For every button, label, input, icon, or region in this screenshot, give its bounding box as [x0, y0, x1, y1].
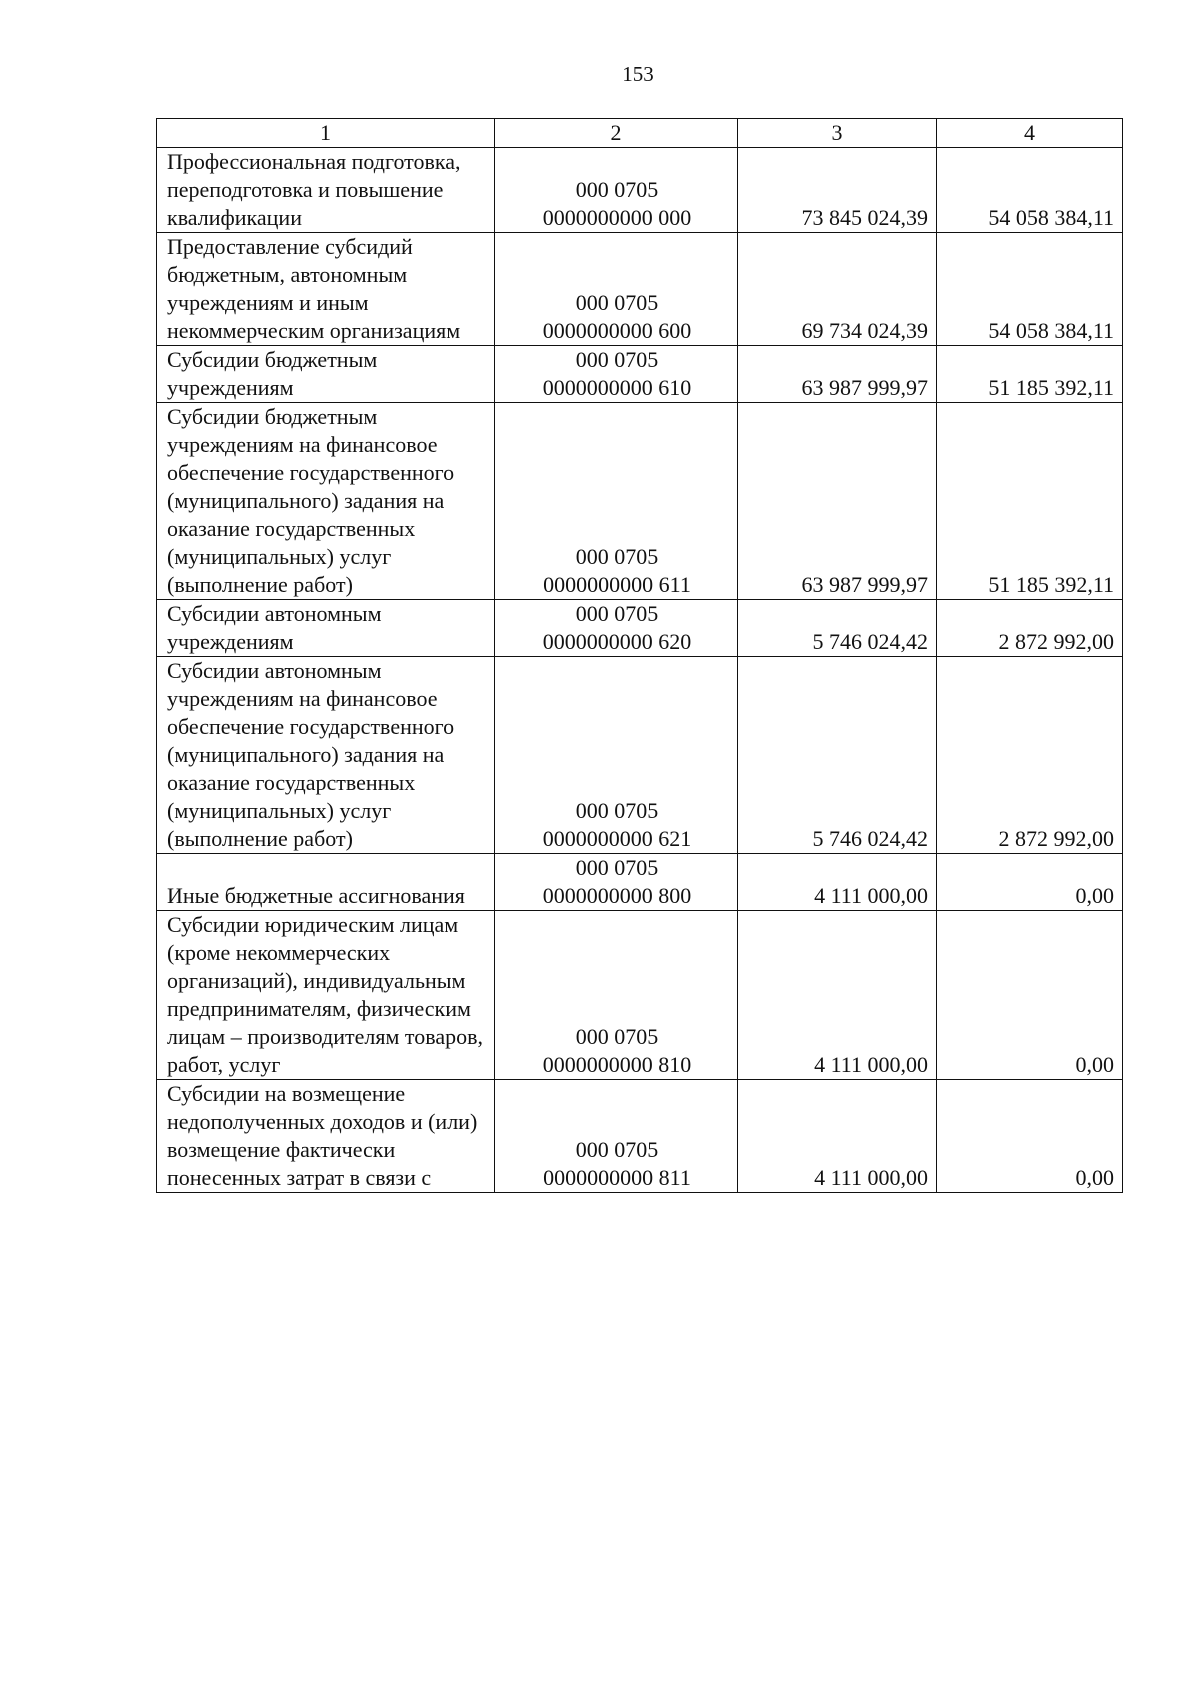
- row-code: [495, 657, 738, 854]
- code-line-1: 000 0705: [575, 601, 659, 626]
- table-row: [157, 911, 1123, 1080]
- code-line-1: 000 0705: [575, 798, 659, 823]
- table-row: [157, 148, 1123, 233]
- row-name: Профессиональная подготовка, переподготовка и повышение квалификации: [157, 148, 495, 233]
- code-line-1: 000 0705: [575, 290, 659, 315]
- row-value-4: 51 185 392,11: [937, 346, 1123, 403]
- row-value-4: 0,00: [937, 1080, 1123, 1193]
- row-value-4: 0,00: [937, 911, 1123, 1080]
- code-line-2: 0000000000 610: [542, 375, 692, 400]
- row-name: Предоставление субсидий бюджетным, автономным учреждениям и иным некоммерческим организациям: [157, 233, 495, 346]
- page-number: 153: [622, 62, 654, 86]
- row-value-4: 2 872 992,00: [937, 600, 1123, 657]
- row-code: [495, 233, 738, 346]
- code-line-2: 0000000000 620: [542, 629, 692, 654]
- code-line-1: 000 0705: [575, 1137, 659, 1162]
- row-name: Иные бюджетные ассигнования: [157, 854, 495, 911]
- row-name: Субсидии бюджетным учреждениям: [157, 346, 495, 403]
- column-header-4: 4: [937, 119, 1123, 148]
- header-row: [157, 119, 1123, 148]
- row-value-4: 54 058 384,11: [937, 148, 1123, 233]
- table-row: [157, 403, 1123, 600]
- row-value-3: 63 987 999,97: [738, 403, 937, 600]
- code-line-2: 0000000000 600: [542, 318, 692, 343]
- column-header-1: 1: [157, 119, 495, 148]
- table-row: [157, 600, 1123, 657]
- code-line-1: 000 0705: [575, 177, 659, 202]
- row-code: [495, 403, 738, 600]
- row-name: Субсидии юридическим лицам (кроме некоммерческих организаций), индивидуальным предпринимателям, физическим лицам – производителям товаров, работ, услуг: [157, 911, 495, 1080]
- code-line-2: 0000000000 000: [542, 205, 692, 230]
- row-value-3: 4 111 000,00: [738, 854, 937, 911]
- column-header-2: 2: [495, 119, 738, 148]
- row-name: Субсидии автономным учреждениям на финансовое обеспечение государственного (муниципального) задания на оказание государственных (муниципальных) услуг (выполнение работ): [157, 657, 495, 854]
- row-code: [495, 346, 738, 403]
- row-value-4: 0,00: [937, 854, 1123, 911]
- row-value-3: 69 734 024,39: [738, 233, 937, 346]
- code-line-2: 0000000000 811: [543, 1165, 691, 1190]
- row-code: [495, 148, 738, 233]
- code-line-1: 000 0705: [575, 855, 659, 880]
- row-value-3: 5 746 024,42: [738, 657, 937, 854]
- code-line-2: 0000000000 611: [543, 572, 691, 597]
- table-row: [157, 854, 1123, 911]
- row-name: Субсидии автономным учреждениям: [157, 600, 495, 657]
- row-value-4: 2 872 992,00: [937, 657, 1123, 854]
- code-line-1: 000 0705: [575, 347, 659, 372]
- row-name: Субсидии на возмещение недополученных доходов и (или) возмещение фактически понесенных затрат в связи с: [157, 1080, 495, 1193]
- code-line-2: 0000000000 810: [542, 1052, 692, 1077]
- row-code: [495, 854, 738, 911]
- table-row: [157, 1080, 1123, 1193]
- code-line-2: 0000000000 621: [542, 826, 692, 851]
- row-code: [495, 911, 738, 1080]
- row-value-4: 54 058 384,11: [937, 233, 1123, 346]
- code-line-1: 000 0705: [575, 1024, 659, 1049]
- row-value-3: 63 987 999,97: [738, 346, 937, 403]
- row-value-3: 73 845 024,39: [738, 148, 937, 233]
- row-value-3: 4 111 000,00: [738, 911, 937, 1080]
- code-line-2: 0000000000 800: [542, 883, 692, 908]
- row-value-3: 4 111 000,00: [738, 1080, 937, 1193]
- table-row: [157, 346, 1123, 403]
- row-value-3: 5 746 024,42: [738, 600, 937, 657]
- row-value-4: 51 185 392,11: [937, 403, 1123, 600]
- budget-table: [156, 118, 1123, 1193]
- column-header-3: 3: [738, 119, 937, 148]
- table-row: [157, 657, 1123, 854]
- row-code: [495, 1080, 738, 1193]
- code-line-1: 000 0705: [575, 544, 659, 569]
- table-row: [157, 233, 1123, 346]
- row-name: Субсидии бюджетным учреждениям на финансовое обеспечение государственного (муниципального) задания на оказание государственных (муниципальных) услуг (выполнение работ): [157, 403, 495, 600]
- row-code: [495, 600, 738, 657]
